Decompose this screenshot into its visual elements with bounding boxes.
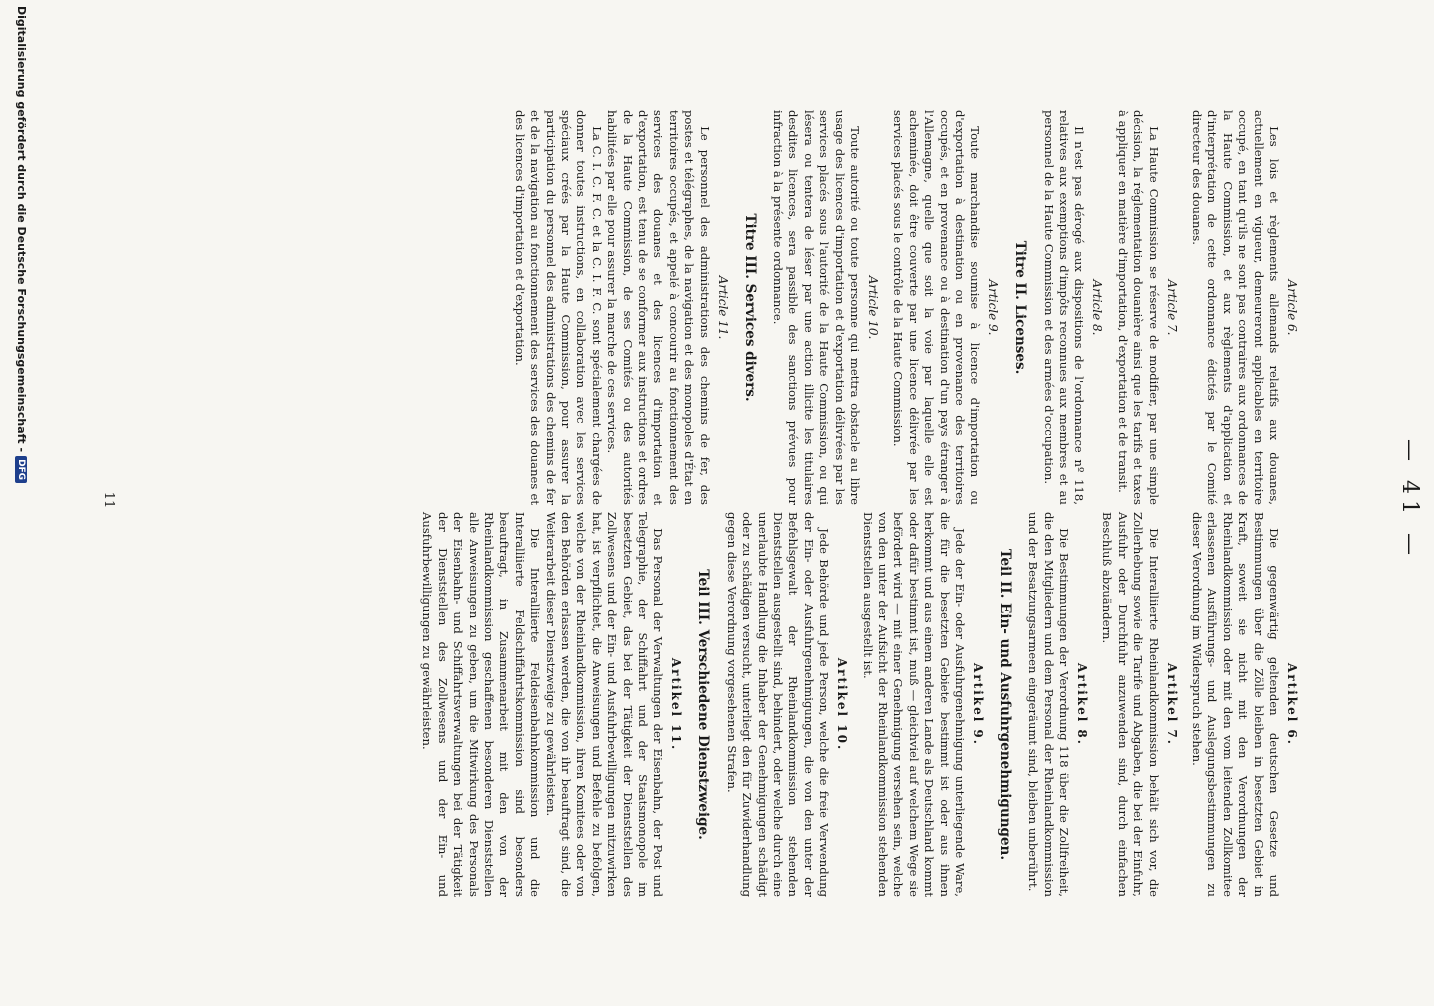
de-artikel-9-heading: Artikel 9. bbox=[970, 663, 985, 746]
dfg-logo-icon: DFG bbox=[16, 456, 28, 483]
fr-article-11-heading: Article 11. bbox=[715, 275, 730, 340]
de-artikel-6-heading: Artikel 6. bbox=[1285, 663, 1299, 746]
de-artikel-7-heading: Artikel 7. bbox=[1164, 663, 1179, 746]
de-artikel-10-heading: Artikel 10. bbox=[835, 657, 850, 752]
de-artikel-8-heading: Artikel 8. bbox=[1075, 663, 1090, 746]
fr-article-7-text: La Haute Commission se réserve de modifier, par une simple décision, la réglementation douanière ainsi que les tarifs et taxes à appliquer en matière d'importation, d'exportation et de transit. bbox=[1115, 110, 1161, 505]
german-column bbox=[419, 512, 1309, 897]
fr-article-9-heading: Article 9. bbox=[986, 279, 1001, 336]
de-artikel-8-text: Die Bestimmungen der Verordnung 118 über die Zollfreiheit, die den Mitgliedern und dem Personal der Rheinlandkommission und der Besatzungsarmeen eingeräumt sind, bleiben unberührt. bbox=[1026, 512, 1072, 897]
fr-article-11-text-2: La C. I. C. F. C. et la C. I. F. C. sont spécialement chargées de donner toutes instructions, en collaboration avec les services spéciaux créés par la Haute Commission, pour assurer la participation du personnel des administrations des chemins de fer et de la navigation au fonctionnement des services des douanes et des licences d'importation et d'exportation. bbox=[512, 110, 604, 505]
page-number: — 41 — bbox=[1397, 439, 1422, 561]
de-artikel-11-heading: Artikel 11. bbox=[669, 657, 684, 752]
french-column bbox=[511, 110, 1309, 505]
fr-article-9-text: Toute marchandise soumise à licence d'importation ou d'exportation à destination ou en provenance des territoires occupés, et en provenance ou à destination d'un pays étranger à l'Allemagne, quelle que soit la voie par laquelle elle est acheminée, doit être couverte par une licence délivrée par les services placés sous le contrôle de la Haute Commission. bbox=[891, 110, 983, 505]
de-artikel-7-text: Die Interalliierte Rheinlandkommission behält sich vor, die Zollerhebung sowie die Tarife und Abgaben, die bei der Einfuhr, Ausfuhr oder Durchfuhr anzuwenden sind, durch einfachen Beschluß abzuändern. bbox=[1100, 512, 1161, 897]
fr-article-6-text: Les lois et règlements allemands relatifs aux douanes, actuellement en vigueur, demeureront applicables en territoire occupé, en tant qu'ils ne sont pas contraires aux ordonnances de la Haute Commission, et aux règlements d'application et d'interprétation de cette ordonnance édictés par le Comité directeur des douanes. bbox=[1190, 110, 1282, 505]
fr-article-8-heading: Article 8. bbox=[1090, 279, 1105, 336]
de-artikel-10-text: Jede Behörde und jede Person, welche die freie Verwendung der Ein- oder Ausfuhrgenehmigungen, die von den unter der Befehlsgewalt der Rheinlandkommission stehenden Dienststellen ausgestellt sind, behindert, oder welche durch eine unerlaubte Handlung die Inhaber der Genehmigungen schädigt oder zu schädigen versucht, unterliegt den für Zuwiderhandlung gegen diese Verordnung vorgesehenen Strafen. bbox=[724, 512, 832, 897]
fr-article-8-text: Il n'est pas dérogé aux dispositions de l'ordonnance nº 118, relatives aux exemptions d'impôts reconnues aux membres et au personnel de la Haute Commission et des armées d'occupation. bbox=[1041, 110, 1087, 505]
fr-article-10-text: Toute autorité ou toute personne qui mettra obstacle au libre usage des licences d'importation et d'exportation délivrées par les services placés sous l'autorité de la Haute Commission, ou qui lésera ou tentera de léser par une action illicite les titulaires desdites licences, sera passible des sanctions prévues pour infraction à la présente ordonnance. bbox=[770, 110, 862, 505]
de-teil-3: Teil III. Verschiedene Dienstzweige. bbox=[695, 569, 712, 840]
de-artikel-6-text: Die gegenwärtig geltenden deutschen Gesetze und Bestimmungen über die Zölle bleiben in besetzten Gebiet in Kraft, soweit sie nicht mit den Verordnungen der Rheinlandkommission oder mit den vom leitenden Zollkomitee erlassenen Ausführungs- und Auslegungsbestimmungen zu dieser Verordnung im Widerspruch stehen. bbox=[1190, 512, 1282, 897]
de-artikel-11-text-2: Die Interalliierte Feldeisenbahnkommission und die Interalliierte Feldschiffahrtskommission sind besonders beauftragt, in Zusammenarbeit mit den von der Rheinlandkommission geschaffenen besonderen Dienststellen alle Anweisungen zu geben, um die Mitwirkung des Personals der Eisenbahn- und Schiffahrtsverwaltungen bei der Tätigkeit der Dienststellen des Zollwesens und der Ein- und Ausfuhrbewilligungen zu gewährleisten. bbox=[420, 512, 543, 897]
digitization-credit bbox=[15, 0, 28, 1006]
de-artikel-9-text: Jede der Ein- oder Ausfuhrgenehmigung unterliegende Ware, die für die besetzten Gebiete bestimmt ist oder aus ihnen herkommt und aus einem anderen Lande als Deutschland kommt oder dafür bestimmt ist, muß — gleichviel auf welchem Wege sie befördert wird — mit einer Genehmigung versehen sein, welche von den unter der Aufsicht der Rheinlandkommission stehenden Dienststellen ausgestellt ist. bbox=[860, 512, 967, 897]
credit-text: Digitalisierung gefördert durch die Deutsche Forschungsgemeinschaft - bbox=[15, 6, 28, 453]
de-artikel-11-text-1: Das Personal der Verwaltungen der Eisenbahn, der Post und Telegraphie, der Schiffahrt und der Staatsmonopole im besetzten Gebiet, das bei der Tätigkeit der Dienststellen des Zollwesens und der Ein- und Ausfuhrbewilligungen mitzuwirken hat, ist verpflichtet, die Anweisungen und Befehle zu befolgen, welche von der Rheinlandkommission, ihren Komitees oder von den Behörden erlassen werden, die von ihr beauftragt sind, die Weiterarbeit dieser Dienstzweige zu gewährleisten. bbox=[543, 512, 666, 897]
fr-article-7-heading: Article 7. bbox=[1164, 279, 1179, 336]
fr-article-6-heading: Article 6. bbox=[1285, 279, 1299, 336]
de-teil-2: Teil II. Ein- und Ausfuhrgenehmigungen. bbox=[996, 548, 1013, 861]
fr-titre-2: Titre II. Licenses. bbox=[1012, 240, 1029, 375]
fr-article-11-text-1: Le personnel des administrations des chemins de fer, des postes et télégraphes, de la navigation et des monopoles d'État en territoires occupés, et appelé à concourir au fonctionnement des services des douanes et des licences d'importation et d'exportation, est tenu de se conformer aux instructions et ordres de la Haute Commission, de ses Comités ou des autorités habilitées par elle pour assurer la marche de ces services. bbox=[605, 110, 712, 505]
fr-article-10-heading: Article 10. bbox=[865, 275, 880, 340]
footer-sheet-number: 11 bbox=[101, 491, 116, 509]
fr-titre-3: Titre III. Services divers. bbox=[741, 213, 758, 402]
